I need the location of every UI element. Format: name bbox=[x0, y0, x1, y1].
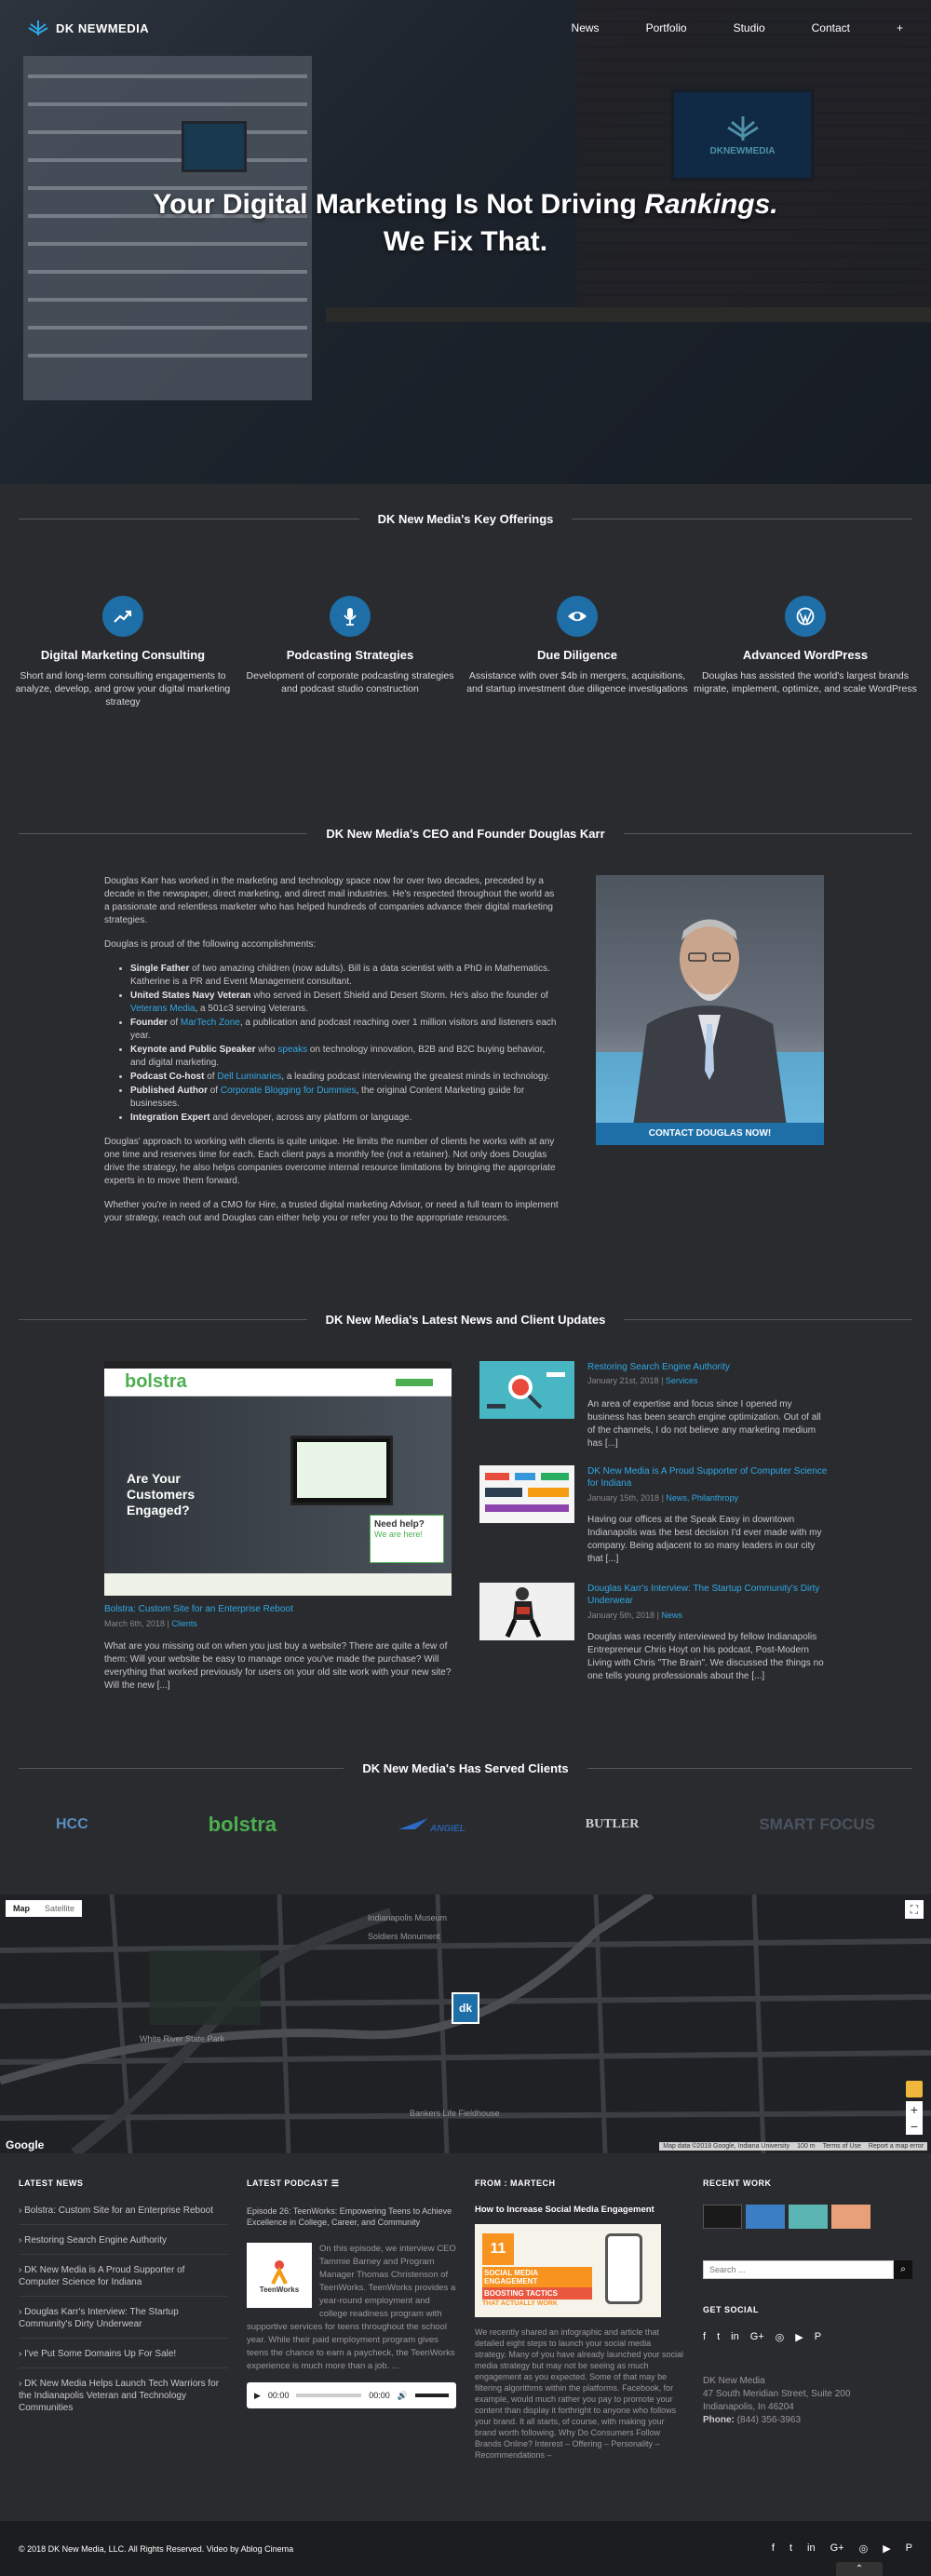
list-item bbox=[130, 1071, 560, 1084]
client-logo-hcc: HCC bbox=[56, 1816, 88, 1832]
news-title[interactable]: DK New Media is A Proud Supporter of Computer Science for Indiana bbox=[587, 1466, 828, 1489]
news-meta: January 21st, 2018 | Services bbox=[587, 1376, 698, 1385]
company-name: DK New Media bbox=[703, 2376, 765, 2386]
footer-heading bbox=[247, 2178, 456, 2189]
copyright-bar bbox=[0, 2521, 931, 2576]
clients-section-title bbox=[19, 1761, 912, 1775]
news-thumbnail[interactable] bbox=[479, 1361, 574, 1419]
list-item-bold: Podcast Co-host bbox=[130, 1072, 205, 1082]
offering-title: Advanced WordPress bbox=[742, 648, 869, 662]
footer-heading: LATEST NEWS bbox=[19, 2178, 84, 2188]
post-category-link[interactable]: News bbox=[661, 1611, 682, 1620]
map-label: Bankers Life Fieldhouse bbox=[410, 2109, 500, 2118]
teenworks-logo-text: TeenWorks bbox=[259, 2285, 300, 2294]
ceo-photo bbox=[596, 875, 824, 1126]
ceo-approach: Douglas' approach to working with clients is quite unique. He limits the number of clients he works with at any one time and reserves time for each. Each client pays a monthly fee (not a retainer). Not only does Douglas drive the strategy, he also helps companies overcome internal resource limitations by bringing the appropriate experts in to move them forward. bbox=[104, 1137, 556, 1186]
help-title: Need help? bbox=[374, 1519, 425, 1530]
news-thumbnail[interactable] bbox=[479, 1465, 574, 1523]
nav-link-contact[interactable]: Contact bbox=[811, 21, 850, 34]
offering-desc: Development of corporate podcasting strategies and podcast studio construction bbox=[246, 670, 454, 695]
contact-douglas-button[interactable]: CONTACT DOUGLAS NOW! bbox=[596, 1123, 824, 1145]
footer-news-item[interactable]: › Douglas Karr's Interview: The Startup Community's Dirty Underwear bbox=[19, 2306, 228, 2339]
volume-slider[interactable] bbox=[415, 2394, 449, 2397]
footer-heading: GET SOCIAL bbox=[703, 2305, 760, 2314]
instagram-icon[interactable]: ◎ bbox=[858, 2543, 869, 2555]
recent-work-thumb[interactable] bbox=[703, 2205, 742, 2229]
recent-work-thumbnails bbox=[703, 2205, 912, 2229]
footer-heading: FROM : MARTECH bbox=[475, 2178, 556, 2188]
recent-work-thumb[interactable] bbox=[746, 2205, 785, 2229]
post-date: January 15th, 2018 bbox=[587, 1493, 660, 1503]
help-widget bbox=[370, 1515, 444, 1563]
podcast-episode-title[interactable]: Episode 26: TeenWorks: Empowering Teens to Achieve Excellence in College, Career, and Community bbox=[247, 2206, 452, 2227]
news-title-text: DK New Media's Latest News and Client Updates bbox=[325, 1313, 606, 1327]
hero-headline-emphasis: Rankings. bbox=[644, 189, 778, 220]
offerings-title-text: DK New Media's Key Offerings bbox=[377, 512, 554, 526]
site-logo-text: DK NEWMEDIA bbox=[56, 20, 150, 35]
infographic-line: BOOSTING TACTICS bbox=[482, 2287, 592, 2300]
nav-link-studio[interactable]: Studio bbox=[733, 21, 765, 34]
martech-post-image[interactable] bbox=[475, 2224, 661, 2317]
footer-news-text: I've Put Some Domains Up For Sale! bbox=[24, 2349, 177, 2359]
list-item bbox=[130, 1112, 560, 1125]
offering-card bbox=[238, 596, 462, 695]
site-logo[interactable] bbox=[28, 20, 149, 36]
dell-luminaries-link[interactable]: Dell Luminaries bbox=[217, 1072, 282, 1082]
mock-laptop bbox=[290, 1436, 393, 1505]
swoosh-icon bbox=[397, 1816, 430, 1831]
zoom-out-button[interactable]: − bbox=[910, 2119, 919, 2134]
map-tab-satellite[interactable]: Satellite bbox=[45, 1904, 75, 1913]
wordpress-icon bbox=[785, 596, 826, 637]
list-item bbox=[130, 1044, 560, 1070]
phone-line bbox=[703, 2414, 912, 2427]
ceo-cta-text: Whether you're in need of a CMO for Hire, a trusted digital marketing Advisor, or need a full team to implement your strategy, reach out and Douglas can either help you or refer you to the appropriate resources. bbox=[104, 1200, 559, 1223]
recent-work-thumb[interactable] bbox=[789, 2205, 828, 2229]
footer-news-item[interactable]: › Bolstra: Custom Site for an Enterprise Reboot bbox=[19, 2205, 228, 2225]
list-item bbox=[130, 990, 560, 1016]
list-item-bold: Keynote and Public Speaker bbox=[130, 1045, 256, 1055]
footer-news-item[interactable]: › DK New Media is A Proud Supporter of Computer Science for Indiana bbox=[19, 2264, 228, 2297]
list-item-bold: Single Father bbox=[130, 964, 190, 974]
zoom-in-button[interactable]: + bbox=[910, 2102, 919, 2117]
scale-text: 100 m bbox=[797, 2143, 816, 2150]
eye-icon bbox=[557, 596, 598, 637]
googleplus-icon[interactable]: G+ bbox=[830, 2542, 844, 2554]
map-marker-icon[interactable]: dk bbox=[452, 1992, 479, 2024]
veterans-media-link[interactable]: Veterans Media bbox=[130, 1004, 196, 1014]
client-logo-bolstra: bolstra bbox=[208, 1813, 277, 1836]
linkedin-icon[interactable]: in bbox=[731, 2331, 739, 2342]
news-excerpt: Having our offices at the Speak Easy in downtown Indianapolis was the best decision I'd ever made with my company. Being adjacent to so many leaders in our city that [...] bbox=[587, 1515, 822, 1564]
google-logo: Google bbox=[6, 2138, 45, 2151]
audio-duration: 00:00 bbox=[369, 2391, 390, 2400]
footer-news-list bbox=[19, 2205, 228, 2414]
twitter-icon[interactable]: t bbox=[789, 2542, 793, 2554]
accomplishment-list bbox=[130, 963, 560, 1125]
offering-desc: Short and long-term consulting engagements to analyze, develop, and grow your digital marketing strategy bbox=[15, 670, 231, 708]
infographic-line: SOCIAL MEDIA ENGAGEMENT bbox=[482, 2267, 592, 2287]
teenworks-logo-icon bbox=[267, 2258, 291, 2286]
hero-headline-text: Your Digital Marketing Is Not Driving bbox=[153, 189, 645, 220]
footer-news-item[interactable]: › DK New Media Helps Launch Tech Warriors for the Indianapolis Veteran and Technology Communities bbox=[19, 2379, 220, 2413]
offering-card bbox=[11, 596, 235, 708]
list-item bbox=[130, 1085, 560, 1111]
mock-cta bbox=[396, 1379, 433, 1386]
list-item-text: who served in Desert Shield and Desert Storm. He's also the founder of bbox=[250, 991, 548, 1001]
screen-logo-text: DKNEWMEDIA bbox=[709, 145, 776, 156]
recent-work-thumb[interactable] bbox=[831, 2205, 870, 2229]
ceo-bio bbox=[104, 875, 560, 1236]
top-nav bbox=[0, 0, 931, 56]
footer-latest-news bbox=[19, 2178, 228, 2414]
list-item-bold: Integration Expert bbox=[130, 1113, 210, 1123]
youtube-icon[interactable]: ▶ bbox=[883, 2543, 891, 2555]
footer-news-text: DK New Media Helps Launch Tech Warriors for the Indianapolis Veteran and Technology Communities bbox=[19, 2379, 220, 2413]
list-item-text: , the original Content Marketing guide for businesses. bbox=[130, 1086, 525, 1109]
footer-address bbox=[703, 2375, 912, 2427]
instagram-icon[interactable]: ◎ bbox=[775, 2332, 785, 2343]
list-item-bold: Published Author bbox=[130, 1086, 208, 1096]
hero-headline bbox=[0, 189, 931, 221]
audio-current-time: 00:00 bbox=[267, 2391, 290, 2400]
terms-link[interactable]: Terms of Use bbox=[822, 2143, 861, 2150]
list-item-text: and developer, across any platform or language. bbox=[209, 1113, 412, 1123]
help-sub: We are here! bbox=[374, 1530, 423, 1539]
rss-icon[interactable]: ☰ bbox=[331, 2178, 340, 2188]
pinterest-icon[interactable]: P bbox=[814, 2331, 822, 2342]
linkedin-icon[interactable]: in bbox=[807, 2542, 816, 2554]
audio-player bbox=[247, 2382, 456, 2408]
back-to-top-icon[interactable]: ⌃ bbox=[836, 2562, 883, 2576]
footer-heading-text: LATEST PODCAST bbox=[247, 2178, 329, 2188]
speaks-link[interactable]: speaks bbox=[277, 1045, 308, 1055]
offering-title: Due Diligence bbox=[537, 648, 617, 662]
footer-martech bbox=[475, 2178, 684, 2461]
news-excerpt: An area of expertise and focus since I opened my business has been search engine optimization. Out of all of the channels, I do not believe any marketing medium has [...] bbox=[587, 1399, 821, 1449]
footer-heading: RECENT WORK bbox=[703, 2178, 772, 2188]
pinterest-icon[interactable]: P bbox=[905, 2542, 912, 2554]
phone-label: Phone: bbox=[703, 2415, 735, 2425]
list-item-text: on technology innovation, B2B and B2C buying behavior, and digital marketing. bbox=[130, 1045, 546, 1068]
address-city: Indianapolis, In 46204 bbox=[703, 2402, 794, 2412]
corporate-blogging-link[interactable]: Corporate Blogging for Dummies bbox=[220, 1086, 357, 1096]
list-item-text: of bbox=[204, 1072, 218, 1082]
post-category-link[interactable]: News, Philanthropy bbox=[666, 1493, 738, 1503]
list-item-text: , a 501c3 serving Veterans. bbox=[195, 1004, 308, 1014]
footer-news-text: Bolstra: Custom Site for an Enterprise Reboot bbox=[24, 2205, 213, 2216]
client-logo-angiel-text: ANGIEL bbox=[430, 1823, 466, 1834]
microphone-icon bbox=[330, 596, 371, 637]
list-item-text: of bbox=[168, 1018, 181, 1028]
list-item-text: who bbox=[255, 1045, 278, 1055]
infographic-number: 11 bbox=[482, 2233, 514, 2265]
attribution-text: Map data ©2018 Google, Indiana University bbox=[663, 2143, 790, 2150]
offering-title: Podcasting Strategies bbox=[286, 648, 414, 662]
ceo-proud: Douglas is proud of the following accomplishments: bbox=[104, 939, 317, 950]
offerings-section-title bbox=[19, 512, 912, 526]
offering-desc: Assistance with over $4b in mergers, acquisitions, and startup investment due diligence investigations bbox=[466, 670, 688, 695]
list-item bbox=[130, 963, 560, 989]
news-thumbnail[interactable] bbox=[479, 1583, 574, 1640]
mock-footer-strip bbox=[104, 1573, 452, 1596]
facebook-icon[interactable]: f bbox=[771, 2542, 775, 2554]
list-item-text: of two amazing children (now adults). Bill is a data scientist with a PhD in Mathematics. Katherine is a PR and Event Management consultant. bbox=[130, 964, 550, 987]
map-type-toggle bbox=[6, 1900, 82, 1917]
map-label: Indianapolis Museum bbox=[368, 1913, 448, 1922]
footer-news-text: Restoring Search Engine Authority bbox=[24, 2235, 167, 2246]
featured-post-title[interactable]: Bolstra: Custom Site for an Enterprise Reboot bbox=[104, 1604, 293, 1614]
featured-post-image[interactable] bbox=[104, 1361, 452, 1596]
list-item-text: of bbox=[207, 1086, 221, 1096]
martech-post-excerpt: We recently shared an infographic and article that detailed eight steps to launch your social media strategy. Many of you have already launched your social media strategy but may not be seeing as much engagement as you expected. Some of that may be filtering algorithms within the platforms. Facebook, for example, would much rather you pay to promote your content than display it forthright to anyone who follows your brand. It all starts, of course, with making your brand worth following. Why Do Consumers Follow Brands Online? Interest – Offering – Personality – Recommendations – bbox=[475, 2327, 683, 2460]
list-item-text: , a publication and podcast reaching over 1 million visitors and listeners each year. bbox=[130, 1018, 557, 1041]
martech-post-title[interactable]: How to Increase Social Media Engagement bbox=[475, 2205, 654, 2215]
martech-zone-link[interactable]: MarTech Zone bbox=[180, 1018, 240, 1028]
search-form bbox=[703, 2260, 912, 2279]
list-item bbox=[130, 1017, 560, 1043]
post-category-link[interactable]: Clients bbox=[171, 1619, 197, 1628]
play-icon[interactable]: ▶ bbox=[254, 2390, 261, 2400]
copyright-text: © 2018 DK New Media, LLC. All Rights Reserved. Video by Ablog Cinema bbox=[19, 2543, 294, 2554]
address-street: 47 South Meridian Street, Suite 200 bbox=[703, 2389, 851, 2399]
bolstra-logo: bolstra bbox=[125, 1371, 187, 1392]
map-label: Soldiers Monument bbox=[368, 1932, 440, 1941]
featured-post-excerpt: What are you missing out on when you just buy a website? There are quite a few of them: Will your website be easy to manage once you've made the purchase? Will everything that worked previously for users on your old site work with your new site? Will the new [...] bbox=[104, 1641, 452, 1691]
report-map-error-link[interactable]: Report a map error bbox=[868, 2143, 924, 2150]
offering-card bbox=[466, 596, 689, 695]
nav-links bbox=[572, 21, 903, 34]
browser-bar bbox=[104, 1361, 452, 1369]
post-date: January 21st, 2018 bbox=[587, 1376, 659, 1385]
mock-headline: Are Your Customers Engaged? bbox=[127, 1471, 196, 1517]
map-tab-map[interactable]: Map bbox=[13, 1904, 30, 1913]
facebook-icon[interactable]: f bbox=[703, 2331, 707, 2342]
nav-plus-icon[interactable]: + bbox=[896, 21, 903, 34]
mock-site-header bbox=[104, 1369, 452, 1396]
news-title[interactable]: Restoring Search Engine Authority bbox=[587, 1362, 730, 1372]
twitter-icon[interactable]: t bbox=[717, 2331, 721, 2342]
nav-link-news[interactable]: News bbox=[571, 21, 600, 34]
copyright-social-icons bbox=[772, 2542, 912, 2555]
list-item-bold: United States Navy Veteran bbox=[130, 991, 251, 1001]
teenworks-logo bbox=[247, 2243, 312, 2308]
client-logo-smartfocus: SMART FOCUS bbox=[759, 1815, 875, 1833]
chart-icon bbox=[102, 596, 143, 637]
youtube-icon[interactable]: ▶ bbox=[795, 2332, 803, 2343]
news-meta: January 5th, 2018 | News bbox=[587, 1611, 682, 1620]
footer-recent-work bbox=[703, 2178, 912, 2427]
map-attribution bbox=[659, 2142, 927, 2151]
pegman-icon[interactable] bbox=[906, 2081, 923, 2097]
footer-news-item[interactable]: › Restoring Search Engine Authority bbox=[19, 2234, 228, 2255]
zoom-controls bbox=[906, 2101, 923, 2135]
client-logos bbox=[56, 1806, 875, 1843]
client-logo-butler: BUTLER bbox=[585, 1817, 640, 1831]
google-map[interactable] bbox=[0, 1895, 931, 2153]
hero-subheadline: We Fix That. bbox=[383, 226, 548, 257]
dk-logo-icon bbox=[28, 20, 48, 36]
post-category-link[interactable]: Services bbox=[665, 1376, 698, 1385]
ceo-section-title bbox=[19, 827, 912, 841]
googleplus-icon[interactable]: G+ bbox=[749, 2331, 764, 2342]
clients-title-text: DK New Media's Has Served Clients bbox=[362, 1761, 569, 1775]
news-title[interactable]: Douglas Karr's Interview: The Startup Community's Dirty Underwear bbox=[587, 1584, 820, 1606]
footer-news-item[interactable]: › I've Put Some Domains Up For Sale! bbox=[19, 2348, 228, 2368]
footer-news-text: DK New Media is A Proud Supporter of Computer Science for Indiana bbox=[19, 2265, 185, 2287]
nav-link-portfolio[interactable]: Portfolio bbox=[645, 21, 687, 34]
footer-news-text: Douglas Karr's Interview: The Startup Community's Dirty Underwear bbox=[19, 2307, 179, 2329]
news-section-title bbox=[19, 1313, 912, 1327]
list-item-bold: Founder bbox=[130, 1018, 168, 1028]
offering-card bbox=[694, 596, 917, 695]
offering-title: Digital Marketing Consulting bbox=[40, 648, 206, 662]
search-input[interactable] bbox=[703, 2260, 894, 2279]
audio-progress-bar[interactable] bbox=[296, 2394, 361, 2397]
news-meta: January 15th, 2018 | News, Philanthropy bbox=[587, 1493, 738, 1503]
volume-icon[interactable]: 🔊 bbox=[397, 2390, 408, 2400]
ceo-title-text: DK New Media's CEO and Founder Douglas Karr bbox=[326, 827, 605, 841]
list-item-text: , a leading podcast interviewing the greatest minds in technology. bbox=[281, 1072, 550, 1082]
map-label: White River State Park bbox=[140, 2034, 225, 2043]
ceo-intro: Douglas Karr has worked in the marketing and technology space now for over two decades, preceded by a decade in the newspaper, direct marketing, and direct mail industries. He's respected throughout the world as a passionate and relentless marketer who has helped hundreds of companies advance their digital marketing strategies. bbox=[104, 876, 555, 925]
ceo-portrait-illustration bbox=[596, 875, 824, 1126]
phone-illustration bbox=[605, 2233, 642, 2304]
client-logo-angiel bbox=[397, 1816, 466, 1834]
featured-post-meta: March 6th, 2018 | Clients bbox=[104, 1619, 197, 1628]
podcast-description: On this episode, we interview CEO Tammie Barney and Program Manager Thomas Christenson of TeenWorks. TeenWorks provides a year-round employment and college readiness program with supportive services for teens throughout the school year. While their paid employment program gives teens the chance to earn a paycheck, the TeenWorks experience is much more than a job. ... bbox=[247, 2244, 456, 2371]
news-excerpt: Douglas was recently interviewed by fellow Indianapolis Entrepreneur Chris Hoyt on his podcast, Post-Modern Living with Chris "The Brain". We discussed the things no one tells young professionals about the [...] bbox=[587, 1632, 824, 1681]
post-date: March 6th, 2018 bbox=[104, 1619, 166, 1628]
offering-desc: Douglas has assisted the world's largest brands migrate, implement, optimize, and scale WordPress bbox=[694, 670, 917, 695]
phone-number[interactable]: (844) 356-3963 bbox=[736, 2415, 802, 2425]
search-icon[interactable]: ⌕ bbox=[894, 2260, 912, 2279]
footer-podcast bbox=[247, 2178, 456, 2408]
fullscreen-icon[interactable]: ⛶ bbox=[905, 1900, 924, 1919]
post-date: January 5th, 2018 bbox=[587, 1611, 655, 1620]
footer-social-icons bbox=[703, 2331, 912, 2343]
infographic-line: THAT ACTUALLY WORK bbox=[482, 2300, 558, 2307]
